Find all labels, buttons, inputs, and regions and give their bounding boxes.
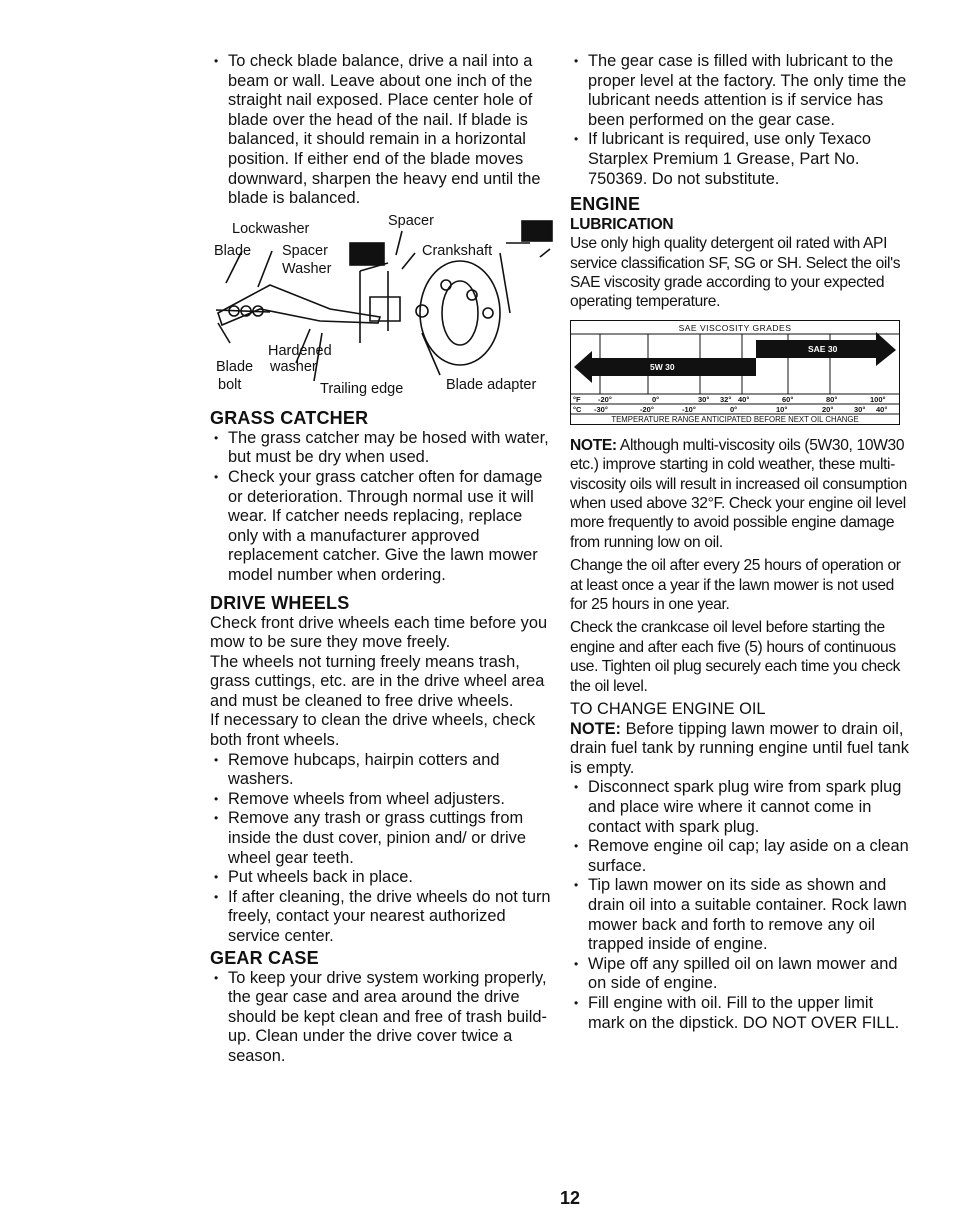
- page-number: 12: [560, 1188, 581, 1208]
- heading-to-change-engine-oil: TO CHANGE ENGINE OIL: [570, 700, 766, 719]
- c-tick: 0°: [730, 404, 738, 414]
- note2-label: NOTE:: [570, 719, 621, 738]
- heading-lubrication: LUBRICATION: [570, 216, 674, 234]
- drive-wheels-item-2: • Remove wheels from wheel adjusters.: [210, 790, 555, 810]
- viscosity-title: SAE VISCOSITY GRADES: [678, 322, 792, 333]
- drive-wheels-item-1: • Remove hubcaps, hairpin cotters and washers.: [210, 751, 555, 790]
- bar-sae30-label: SAE 30: [808, 343, 838, 354]
- note-label: NOTE:: [570, 436, 617, 454]
- c-tick: 20°: [822, 404, 834, 414]
- c-unit: °C: [573, 404, 582, 414]
- viscosity-caption: TEMPERATURE RANGE ANTICIPATED BEFORE NEXT OIL CHANGE: [611, 414, 859, 424]
- c-tick: 10°: [776, 404, 788, 414]
- heading-engine: ENGINE: [570, 194, 641, 215]
- blade-assembly-diagram: [210, 213, 555, 403]
- f-tick: 30°: [698, 394, 710, 404]
- note-multi-viscosity: [570, 436, 910, 552]
- label-trailing-edge: Trailing edge: [320, 380, 404, 397]
- f-tick: 80°: [826, 394, 838, 404]
- label-washer-lower: washer: [270, 358, 317, 375]
- f-tick: 32°: [720, 394, 732, 404]
- label-bolt: bolt: [218, 376, 242, 393]
- label-blade-lower: Blade: [216, 358, 254, 375]
- label-hardened: Hardened: [268, 342, 332, 359]
- note-text: Although multi-viscosity oils (5W30, 10W30 etc.) improve starting in cold weather, these multi-viscosity oils will result in increased oil consumption when used above 32°F. Check your engine oil level more frequently to avoid possible engine damage from running low on oil.: [570, 436, 907, 551]
- check-crankcase-text: Check the crankcase oil level before starting the engine and after each five (5) hours of continuous use. Tighten oil plug securely each time you check the oil level.: [570, 619, 901, 695]
- c-tick: -10°: [682, 404, 696, 414]
- drive-wheels-item-3: • Remove any trash or grass cuttings from inside the dust cover, pinion and/ or drive wheel gear teeth.: [210, 809, 555, 868]
- oil-change-item-3: • Tip lawn mower on its side as shown and drain oil into a suitable container. Rock lawn mower back and forth to remove any oil trapped inside of engine.: [570, 876, 910, 954]
- label-washer: Washer: [282, 260, 332, 277]
- gear-case-item-1: • To keep your drive system working properly, the gear case and area around the drive should be kept clean and free of trash build-up. Clean under the drive cover twice a season.: [210, 969, 555, 1067]
- f-tick: 0°: [652, 394, 660, 404]
- gear-lubricant-item-2: • If lubricant is required, use only Texaco Starplex Premium 1 Grease, Part No. 750369. Do not substitute.: [570, 130, 910, 189]
- heading-gear-case: GEAR CASE: [210, 947, 319, 968]
- oil-change-item-5: • Fill engine with oil. Fill to the upper limit mark on the dipstick. DO NOT OVER FILL.: [570, 994, 910, 1033]
- c-tick: 40°: [876, 404, 888, 414]
- heading-grass-catcher: GRASS CATCHER: [210, 407, 369, 428]
- label-crankshaft: Crankshaft: [422, 242, 493, 259]
- heading-drive-wheels: DRIVE WHEELS: [210, 592, 350, 613]
- note2-text: Before tipping lawn mower to drain oil, drain fuel tank by running engine until fuel tank is empty.: [570, 719, 909, 777]
- grass-catcher-item-1: • The grass catcher may be hosed with water, but must be dry when used.: [210, 429, 555, 468]
- blade-balance-text: • To check blade balance, drive a nail into a beam or wall. Leave about one inch of the straight nail exposed. Place center hole of blade over the head of the nail. If blade is balanced, it should remain in a horizontal position. If either end of the blade moves downward, sharpen the heavy end until the blade is balanced.: [210, 52, 555, 209]
- grass-catcher-item-2: • Check your grass catcher often for damage or deterioration. Through normal use it will wear. If catcher needs replacing, replace only with a manufacturer approved replacement catcher. Give the lawn mower model number when ordering.: [210, 468, 555, 586]
- lubrication-text: Use only high quality detergent oil rated with API service classification SF, SG or SH. Select the oil's SAE viscosity grade according to your expected operating temperature.: [570, 235, 901, 311]
- label-lockwasher: Lockwasher: [232, 220, 310, 237]
- drive-wheels-p2: The wheels not turning freely means trash, grass cuttings, etc. are in the drive wheel area and must be cleaned to free drive wheels.: [210, 652, 545, 710]
- f-unit: °F: [573, 394, 581, 404]
- bar-5w30-label: 5W 30: [650, 361, 675, 372]
- label-spacer-top: Spacer: [388, 212, 434, 229]
- label-blade-adapter: Blade adapter: [446, 376, 537, 393]
- note-drain-fuel: [570, 720, 910, 779]
- right-column: [570, 52, 910, 1033]
- c-tick: -30°: [594, 404, 608, 414]
- c-tick: 30°: [854, 404, 866, 414]
- drive-wheels-p1: Check front drive wheels each time before you mow to be sure they move freely.: [210, 613, 548, 652]
- left-column: [210, 52, 555, 1067]
- gear-lubricant-item-1: • The gear case is filled with lubricant to the proper level at the factory. The only time the lubricant needs attention is if service has been performed on the gear case.: [570, 52, 910, 130]
- drive-wheels-item-5: • If after cleaning, the drive wheels do not turn freely, contact your nearest authorized service center.: [210, 888, 555, 947]
- label-blade: Blade: [214, 242, 252, 259]
- c-tick: -20°: [640, 404, 654, 414]
- drive-wheels-item-4: • Put wheels back in place.: [210, 868, 555, 888]
- oil-change-item-4: • Wipe off any spilled oil on lawn mower and on side of engine.: [570, 955, 910, 994]
- blade-assembly-drawing: [210, 213, 555, 403]
- viscosity-chart: [570, 320, 900, 426]
- label-spacer: Spacer: [282, 242, 328, 259]
- f-tick: -20°: [598, 394, 612, 404]
- drive-wheels-p3: If necessary to clean the drive wheels, check both front wheels.: [210, 711, 536, 750]
- oil-change-item-2: • Remove engine oil cap; lay aside on a clean surface.: [570, 837, 910, 876]
- oil-change-item-1: • Disconnect spark plug wire from spark plug and place wire where it cannot come in contact with spark plug.: [570, 778, 910, 837]
- f-tick: 100°: [870, 394, 886, 404]
- f-tick: 40°: [738, 394, 750, 404]
- f-tick: 60°: [782, 394, 794, 404]
- change-oil-text: Change the oil after every 25 hours of operation or at least once a year if the lawn mower is not used for 25 hours in one year.: [570, 557, 901, 614]
